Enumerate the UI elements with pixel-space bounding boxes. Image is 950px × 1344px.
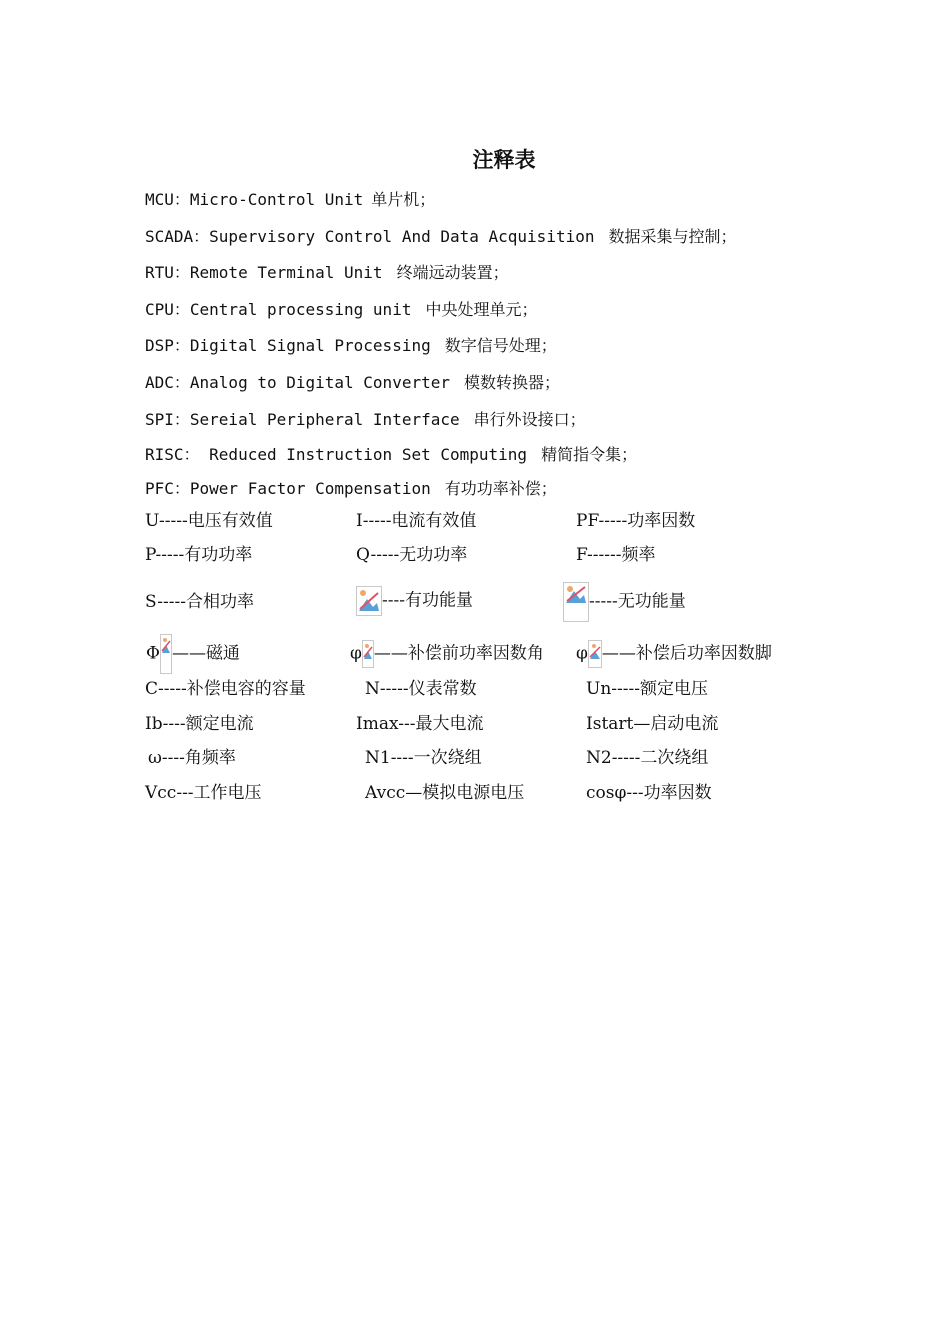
abbr-term: ADC：Analog to Digital Converter	[145, 373, 450, 392]
symbol-flux	[146, 634, 240, 674]
abbr-meaning: 有功功率补偿；	[444, 479, 557, 498]
symbol-reactive-energy	[563, 582, 686, 622]
abbr-term: SCADA：Supervisory Control And Data Acquisition	[145, 227, 595, 246]
symbol-active-energy	[356, 586, 473, 616]
symbol-q: Q-----无功功率	[356, 545, 468, 565]
symbol-pf-angle-before	[350, 640, 544, 668]
abbr-meaning: 数字信号处理；	[444, 336, 557, 355]
symbol-cosphi: cosφ---功率因数	[586, 783, 712, 803]
abbr-term: RISC： Reduced Instruction Set Computing	[145, 445, 528, 464]
symbol-imax: Imax---最大电流	[356, 714, 484, 734]
abbr-row-risc	[145, 442, 637, 465]
symbol-label: ——补偿前功率因数角	[373, 643, 544, 664]
abbr-row-spi	[145, 407, 586, 430]
broken-image-icon	[356, 586, 382, 616]
abbr-term: PFC：Power Factor Compensation	[145, 479, 431, 498]
symbol-n: N-----仪表常数	[365, 679, 477, 699]
broken-image-icon	[160, 634, 172, 674]
abbr-meaning: 模数转换器；	[464, 373, 561, 392]
symbol-label: ----有功能量	[382, 590, 473, 611]
abbr-row-adc	[145, 370, 560, 393]
broken-image-icon	[588, 640, 602, 668]
abbr-meaning: 串行外设接口；	[473, 410, 586, 429]
symbol-u: U-----电压有效值	[145, 511, 273, 531]
symbol-c: C-----补偿电容的容量	[145, 679, 306, 699]
symbol-pf: PF-----功率因数	[576, 511, 696, 531]
broken-image-icon	[362, 640, 374, 668]
abbr-row-cpu	[145, 297, 537, 320]
symbol-label: ——补偿后功率因数脚	[601, 643, 772, 664]
symbol-istart: Istart—启动电流	[586, 714, 719, 734]
symbol-omega: ω----角频率	[148, 748, 236, 768]
symbol-un: Un-----额定电压	[586, 679, 708, 699]
symbol-i: I-----电流有效值	[356, 511, 477, 531]
abbr-meaning: 中央处理单元；	[425, 300, 538, 319]
abbr-row-mcu	[145, 187, 435, 210]
broken-image-icon	[563, 582, 589, 622]
abbr-term: RTU：Remote Terminal Unit	[145, 263, 383, 282]
abbr-term: MCU：Micro-Control Unit	[145, 190, 364, 209]
symbol-n1: N1----一次绕组	[365, 748, 482, 768]
symbol-avcc: Avcc—模拟电源电压	[365, 783, 525, 803]
abbr-term: SPI：Sereial Peripheral Interface	[145, 410, 460, 429]
abbr-row-pfc	[145, 476, 557, 499]
abbr-meaning: 终端远动装置；	[396, 263, 509, 282]
phi-prefix: Φ	[146, 643, 160, 664]
abbr-row-rtu	[145, 260, 509, 283]
abbr-meaning: 精简指令集；	[541, 445, 638, 464]
abbr-row-dsp	[145, 333, 557, 356]
symbol-vcc: Vcc---工作电压	[145, 783, 262, 803]
symbol-p: P-----有功功率	[145, 545, 253, 565]
phi-prefix: φ	[576, 643, 588, 664]
symbol-s: S-----合相功率	[145, 592, 254, 612]
symbol-label: ——磁通	[171, 643, 240, 664]
page-title: 注释表	[472, 148, 536, 172]
symbol-ib: Ib----额定电流	[145, 714, 254, 734]
symbol-n2: N2-----二次绕组	[586, 748, 709, 768]
abbr-term: CPU：Central processing unit	[145, 300, 412, 319]
abbr-term: DSP：Digital Signal Processing	[145, 336, 431, 355]
abbr-meaning: 单片机；	[371, 190, 436, 209]
symbol-label: -----无功能量	[589, 591, 686, 612]
phi-prefix: φ	[350, 643, 362, 664]
abbr-row-scada	[145, 224, 737, 247]
symbol-f: F------频率	[576, 545, 656, 565]
abbr-meaning: 数据采集与控制；	[608, 227, 737, 246]
symbol-pf-angle-after	[576, 640, 772, 668]
